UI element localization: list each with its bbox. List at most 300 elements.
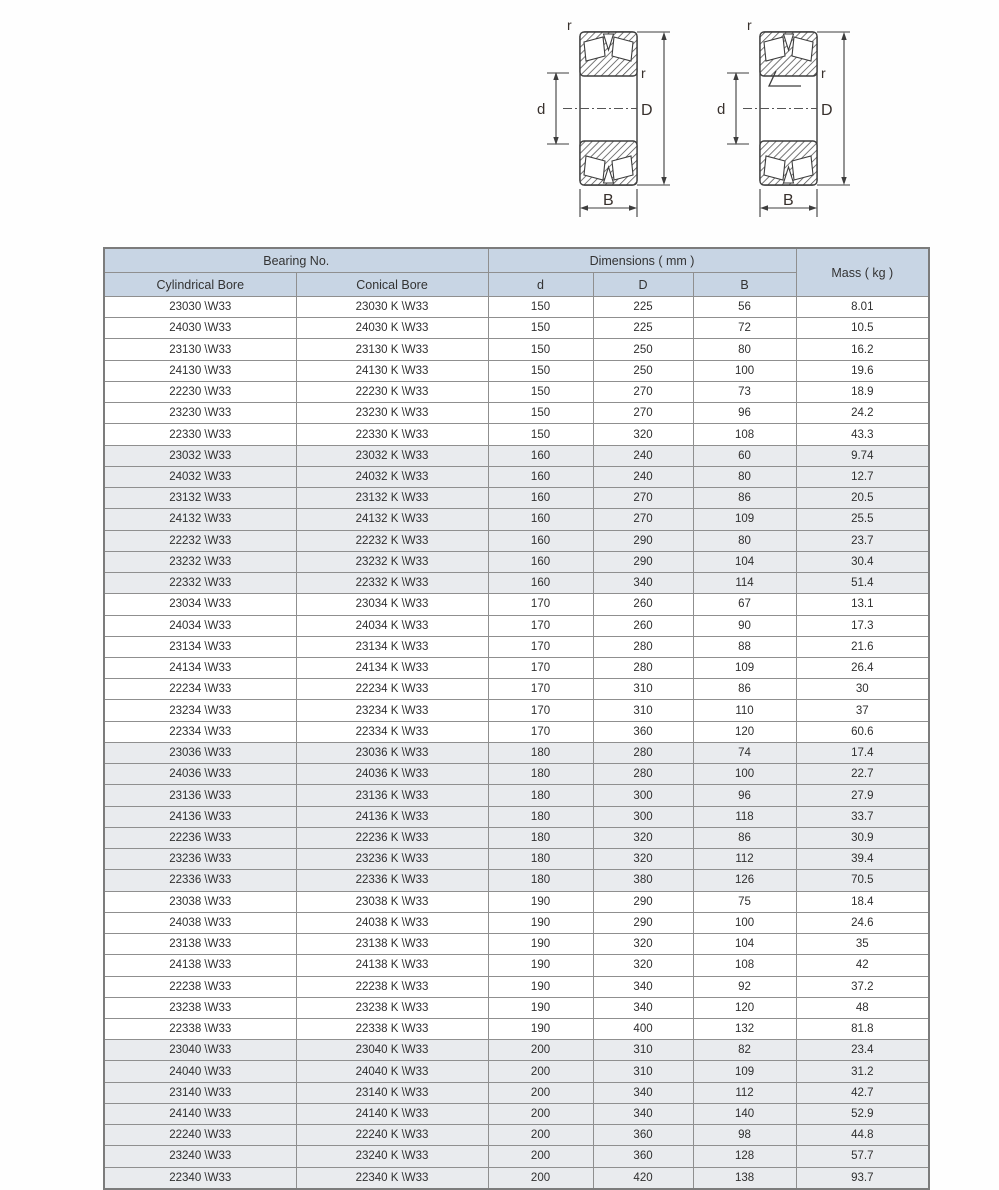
conical-bore-cell: 23032 K \W33 <box>296 445 488 466</box>
conical-bore-cell: 24030 K \W33 <box>296 318 488 339</box>
cylindrical-bore-cell: 23238 \W33 <box>104 997 296 1018</box>
d-cell: 160 <box>488 530 593 551</box>
conical-bore-cell: 24032 K \W33 <box>296 466 488 487</box>
B-label: B <box>603 192 614 209</box>
mass-cell: 48 <box>796 997 929 1018</box>
table-row <box>104 339 929 360</box>
mass-cell: 51.4 <box>796 573 929 594</box>
mass-cell: 19.6 <box>796 360 929 381</box>
cylindrical-bore-cell: 24136 \W33 <box>104 806 296 827</box>
d-cell: 170 <box>488 594 593 615</box>
table-row <box>104 806 929 827</box>
d-column-header: d <box>488 273 593 297</box>
D-cell: 340 <box>593 1103 693 1124</box>
d-cell: 150 <box>488 424 593 445</box>
B-cell: 110 <box>693 700 796 721</box>
B-cell: 112 <box>693 849 796 870</box>
cylindrical-bore-cell: 24038 \W33 <box>104 912 296 933</box>
B-column-header: B <box>693 273 796 297</box>
table-row <box>104 849 929 870</box>
d-cell: 150 <box>488 403 593 424</box>
table-header <box>104 248 929 297</box>
B-cell: 80 <box>693 339 796 360</box>
B-cell: 138 <box>693 1167 796 1189</box>
conical-bore-cell: 22330 K \W33 <box>296 424 488 445</box>
table-row <box>104 297 929 318</box>
D-cell: 225 <box>593 318 693 339</box>
d-label: d <box>537 101 546 118</box>
mass-cell: 43.3 <box>796 424 929 445</box>
conical-bore-cell: 23038 K \W33 <box>296 891 488 912</box>
D-cell: 290 <box>593 530 693 551</box>
d-cell: 160 <box>488 551 593 572</box>
mass-cell: 26.4 <box>796 657 929 678</box>
cylindrical-bore-cell: 23136 \W33 <box>104 785 296 806</box>
mass-cell: 30.4 <box>796 551 929 572</box>
conical-bore-cell: 24136 K \W33 <box>296 806 488 827</box>
B-cell: 120 <box>693 721 796 742</box>
conical-bore-cell: 23136 K \W33 <box>296 785 488 806</box>
conical-bore-cell: 23034 K \W33 <box>296 594 488 615</box>
B-cell: 140 <box>693 1103 796 1124</box>
D-cell: 290 <box>593 551 693 572</box>
conical-bore-cell: 23138 K \W33 <box>296 934 488 955</box>
conical-bore-cell: 22230 K \W33 <box>296 381 488 402</box>
D-cell: 280 <box>593 742 693 763</box>
cylindrical-bore-cell: 24040 \W33 <box>104 1061 296 1082</box>
cylindrical-bore-cell: 22234 \W33 <box>104 679 296 700</box>
cylindrical-bore-cell: 24032 \W33 <box>104 466 296 487</box>
table-row <box>104 997 929 1018</box>
cylindrical-bore-cell: 22332 \W33 <box>104 573 296 594</box>
mass-cell: 22.7 <box>796 764 929 785</box>
conical-bore-cell: 22338 K \W33 <box>296 1018 488 1039</box>
cylindrical-bore-cell: 23036 \W33 <box>104 742 296 763</box>
mass-header: Mass ( kg ) <box>796 248 929 297</box>
B-cell: 67 <box>693 594 796 615</box>
D-cell: 320 <box>593 934 693 955</box>
table-row <box>104 976 929 997</box>
conical-bore-cell: 22240 K \W33 <box>296 1125 488 1146</box>
table-row <box>104 1082 929 1103</box>
d-cell: 160 <box>488 488 593 509</box>
d-cell: 160 <box>488 573 593 594</box>
B-cell: 88 <box>693 636 796 657</box>
table-row <box>104 1018 929 1039</box>
D-cell: 270 <box>593 381 693 402</box>
D-cell: 320 <box>593 424 693 445</box>
table-row <box>104 530 929 551</box>
B-cell: 92 <box>693 976 796 997</box>
cylindrical-bore-header: Cylindrical Bore <box>104 273 296 297</box>
B-cell: 108 <box>693 955 796 976</box>
cylindrical-bore-cell: 22336 \W33 <box>104 870 296 891</box>
D-cell: 310 <box>593 1040 693 1061</box>
cylindrical-bore-cell: 24030 \W33 <box>104 318 296 339</box>
D-cell: 260 <box>593 615 693 636</box>
cylindrical-bore-cell: 24132 \W33 <box>104 509 296 530</box>
D-cell: 340 <box>593 1082 693 1103</box>
d-label: d <box>717 101 726 118</box>
mass-cell: 70.5 <box>796 870 929 891</box>
mass-cell: 21.6 <box>796 636 929 657</box>
mass-cell: 33.7 <box>796 806 929 827</box>
cylindrical-bore-cell: 22240 \W33 <box>104 1125 296 1146</box>
B-cell: 75 <box>693 891 796 912</box>
d-cell: 150 <box>488 339 593 360</box>
table-row <box>104 955 929 976</box>
mass-cell: 12.7 <box>796 466 929 487</box>
d-cell: 170 <box>488 657 593 678</box>
mass-cell: 25.5 <box>796 509 929 530</box>
cylindrical-bore-cell: 23132 \W33 <box>104 488 296 509</box>
d-cell: 180 <box>488 742 593 763</box>
mass-cell: 23.4 <box>796 1040 929 1061</box>
mass-cell: 37.2 <box>796 976 929 997</box>
D-cell: 250 <box>593 360 693 381</box>
D-cell: 340 <box>593 997 693 1018</box>
cylindrical-bore-cell: 23130 \W33 <box>104 339 296 360</box>
B-cell: 100 <box>693 764 796 785</box>
d-cell: 200 <box>488 1103 593 1124</box>
B-cell: 100 <box>693 360 796 381</box>
bearing-no-header: Bearing No. <box>104 248 488 273</box>
cylindrical-bore-cell: 22238 \W33 <box>104 976 296 997</box>
conical-bore-cell: 22340 K \W33 <box>296 1167 488 1189</box>
conical-bore-cell: 22238 K \W33 <box>296 976 488 997</box>
mass-cell: 20.5 <box>796 488 929 509</box>
cylindrical-bore-cell: 22236 \W33 <box>104 827 296 848</box>
D-cell: 310 <box>593 700 693 721</box>
mass-cell: 39.4 <box>796 849 929 870</box>
conical-bore-cell: 23132 K \W33 <box>296 488 488 509</box>
conical-bore-cell: 23236 K \W33 <box>296 849 488 870</box>
conical-bore-cell: 23030 K \W33 <box>296 297 488 318</box>
D-cell: 300 <box>593 785 693 806</box>
table-row <box>104 657 929 678</box>
B-cell: 118 <box>693 806 796 827</box>
B-cell: 109 <box>693 1061 796 1082</box>
D-cell: 320 <box>593 849 693 870</box>
table-row <box>104 870 929 891</box>
cylindrical-bore-cell: 23236 \W33 <box>104 849 296 870</box>
B-cell: 126 <box>693 870 796 891</box>
D-cell: 270 <box>593 403 693 424</box>
B-cell: 96 <box>693 403 796 424</box>
bearing-diagrams <box>525 10 885 228</box>
d-cell: 150 <box>488 381 593 402</box>
d-cell: 200 <box>488 1061 593 1082</box>
table-row <box>104 785 929 806</box>
conical-bore-cell: 23140 K \W33 <box>296 1082 488 1103</box>
conical-bore-cell: 22234 K \W33 <box>296 679 488 700</box>
B-cell: 98 <box>693 1125 796 1146</box>
mass-cell: 44.8 <box>796 1125 929 1146</box>
D-cell: 240 <box>593 445 693 466</box>
mass-cell: 13.1 <box>796 594 929 615</box>
conical-bore-cell: 24130 K \W33 <box>296 360 488 381</box>
cylindrical-bore-cell: 24036 \W33 <box>104 764 296 785</box>
table-row <box>104 445 929 466</box>
d-cell: 190 <box>488 891 593 912</box>
B-cell: 86 <box>693 488 796 509</box>
d-cell: 170 <box>488 615 593 636</box>
B-cell: 86 <box>693 827 796 848</box>
cylindrical-bore-cell: 23032 \W33 <box>104 445 296 466</box>
cylindrical-bore-cell: 22230 \W33 <box>104 381 296 402</box>
D-cell: 290 <box>593 912 693 933</box>
cylindrical-bore-cell: 24140 \W33 <box>104 1103 296 1124</box>
B-cell: 114 <box>693 573 796 594</box>
d-cell: 150 <box>488 297 593 318</box>
mass-cell: 17.4 <box>796 742 929 763</box>
mass-cell: 52.9 <box>796 1103 929 1124</box>
r-label: r <box>821 65 826 81</box>
table-row <box>104 912 929 933</box>
cylindrical-bore-cell: 22232 \W33 <box>104 530 296 551</box>
conical-bore-cell: 24132 K \W33 <box>296 509 488 530</box>
conical-bore-cell: 24036 K \W33 <box>296 764 488 785</box>
conical-bore-cell: 23240 K \W33 <box>296 1146 488 1167</box>
D-cell: 340 <box>593 573 693 594</box>
d-cell: 160 <box>488 466 593 487</box>
conical-bore-cell: 24134 K \W33 <box>296 657 488 678</box>
cylindrical-bore-cell: 22330 \W33 <box>104 424 296 445</box>
conical-bore-cell: 24034 K \W33 <box>296 615 488 636</box>
conical-bore-cell: 22332 K \W33 <box>296 573 488 594</box>
d-cell: 200 <box>488 1040 593 1061</box>
mass-cell: 81.8 <box>796 1018 929 1039</box>
mass-cell: 23.7 <box>796 530 929 551</box>
cylindrical-bore-cell: 22340 \W33 <box>104 1167 296 1189</box>
conical-bore-cell: 23230 K \W33 <box>296 403 488 424</box>
conical-bore-cell: 23036 K \W33 <box>296 742 488 763</box>
D-label: D <box>641 102 653 119</box>
D-cell: 280 <box>593 764 693 785</box>
mass-cell: 8.01 <box>796 297 929 318</box>
D-cell: 280 <box>593 657 693 678</box>
cylindrical-bore-cell: 24130 \W33 <box>104 360 296 381</box>
D-cell: 250 <box>593 339 693 360</box>
cylindrical-bore-cell: 22338 \W33 <box>104 1018 296 1039</box>
mass-cell: 9.74 <box>796 445 929 466</box>
conical-bore-cell: 24138 K \W33 <box>296 955 488 976</box>
table-row <box>104 721 929 742</box>
conical-bore-cell: 23238 K \W33 <box>296 997 488 1018</box>
table-row <box>104 1103 929 1124</box>
cylindrical-bore-cell: 23232 \W33 <box>104 551 296 572</box>
B-cell: 132 <box>693 1018 796 1039</box>
d-cell: 180 <box>488 785 593 806</box>
mass-cell: 37 <box>796 700 929 721</box>
B-cell: 108 <box>693 424 796 445</box>
mass-cell: 93.7 <box>796 1167 929 1189</box>
cylindrical-bore-cell: 23234 \W33 <box>104 700 296 721</box>
conical-bore-cell: 23130 K \W33 <box>296 339 488 360</box>
mass-cell: 31.2 <box>796 1061 929 1082</box>
mass-cell: 42.7 <box>796 1082 929 1103</box>
D-cell: 270 <box>593 488 693 509</box>
conical-bore-cell: 24140 K \W33 <box>296 1103 488 1124</box>
table-row <box>104 1146 929 1167</box>
d-cell: 180 <box>488 764 593 785</box>
mass-cell: 27.9 <box>796 785 929 806</box>
dimensions-header: Dimensions ( mm ) <box>488 248 796 273</box>
D-cell: 380 <box>593 870 693 891</box>
mass-cell: 10.5 <box>796 318 929 339</box>
conical-bore-cell: 22336 K \W33 <box>296 870 488 891</box>
d-cell: 190 <box>488 912 593 933</box>
B-cell: 73 <box>693 381 796 402</box>
B-cell: 96 <box>693 785 796 806</box>
mass-cell: 35 <box>796 934 929 955</box>
mass-cell: 30.9 <box>796 827 929 848</box>
conical-bore-cell: 23134 K \W33 <box>296 636 488 657</box>
d-cell: 170 <box>488 721 593 742</box>
d-cell: 190 <box>488 934 593 955</box>
D-label: D <box>821 102 833 119</box>
table-row <box>104 1040 929 1061</box>
D-cell: 320 <box>593 955 693 976</box>
conical-bore-cell: 23040 K \W33 <box>296 1040 488 1061</box>
r-label: r <box>641 65 646 81</box>
B-cell: 90 <box>693 615 796 636</box>
d-cell: 190 <box>488 997 593 1018</box>
d-cell: 170 <box>488 636 593 657</box>
B-cell: 112 <box>693 1082 796 1103</box>
table-row <box>104 403 929 424</box>
conical-bore-header: Conical Bore <box>296 273 488 297</box>
table-row <box>104 318 929 339</box>
D-cell: 300 <box>593 806 693 827</box>
r-label: r <box>567 17 572 33</box>
cylindrical-bore-cell: 23230 \W33 <box>104 403 296 424</box>
cylindrical-bore-cell: 23140 \W33 <box>104 1082 296 1103</box>
table-row <box>104 764 929 785</box>
table-row <box>104 1125 929 1146</box>
B-label: B <box>783 192 794 209</box>
table-row <box>104 488 929 509</box>
D-cell: 360 <box>593 1125 693 1146</box>
table-row <box>104 1167 929 1189</box>
mass-cell: 18.4 <box>796 891 929 912</box>
mass-cell: 57.7 <box>796 1146 929 1167</box>
mass-cell: 30 <box>796 679 929 700</box>
cylindrical-bore-diagram <box>537 17 670 217</box>
B-cell: 60 <box>693 445 796 466</box>
D-cell: 260 <box>593 594 693 615</box>
cylindrical-bore-cell: 24134 \W33 <box>104 657 296 678</box>
conical-bore-cell: 24038 K \W33 <box>296 912 488 933</box>
table-row <box>104 934 929 955</box>
bearing-table <box>103 247 930 1190</box>
bearing-table-body <box>104 297 929 1189</box>
mass-cell: 24.2 <box>796 403 929 424</box>
conical-bore-cell: 24040 K \W33 <box>296 1061 488 1082</box>
d-cell: 180 <box>488 806 593 827</box>
B-cell: 80 <box>693 530 796 551</box>
B-cell: 56 <box>693 297 796 318</box>
d-cell: 180 <box>488 849 593 870</box>
B-cell: 120 <box>693 997 796 1018</box>
D-cell: 280 <box>593 636 693 657</box>
B-cell: 104 <box>693 551 796 572</box>
table-row <box>104 827 929 848</box>
D-cell: 420 <box>593 1167 693 1189</box>
d-cell: 200 <box>488 1125 593 1146</box>
D-cell: 400 <box>593 1018 693 1039</box>
d-cell: 200 <box>488 1167 593 1189</box>
d-cell: 150 <box>488 318 593 339</box>
cylindrical-bore-cell: 23040 \W33 <box>104 1040 296 1061</box>
B-cell: 72 <box>693 318 796 339</box>
cylindrical-bore-cell: 22334 \W33 <box>104 721 296 742</box>
table-row <box>104 636 929 657</box>
d-cell: 200 <box>488 1082 593 1103</box>
d-cell: 150 <box>488 360 593 381</box>
cylindrical-bore-cell: 23034 \W33 <box>104 594 296 615</box>
mass-cell: 24.6 <box>796 912 929 933</box>
mass-cell: 60.6 <box>796 721 929 742</box>
D-cell: 360 <box>593 721 693 742</box>
table-row <box>104 360 929 381</box>
cylindrical-bore-cell: 23038 \W33 <box>104 891 296 912</box>
conical-bore-diagram <box>717 17 850 217</box>
D-cell: 310 <box>593 679 693 700</box>
B-cell: 100 <box>693 912 796 933</box>
r-label: r <box>747 17 752 33</box>
cylindrical-bore-cell: 24034 \W33 <box>104 615 296 636</box>
cylindrical-bore-cell: 23134 \W33 <box>104 636 296 657</box>
table-row <box>104 594 929 615</box>
cylindrical-bore-cell: 23240 \W33 <box>104 1146 296 1167</box>
table-row <box>104 1061 929 1082</box>
cylindrical-bore-cell: 24138 \W33 <box>104 955 296 976</box>
d-cell: 190 <box>488 955 593 976</box>
D-cell: 225 <box>593 297 693 318</box>
D-column-header: D <box>593 273 693 297</box>
D-cell: 320 <box>593 827 693 848</box>
B-cell: 109 <box>693 657 796 678</box>
mass-cell: 16.2 <box>796 339 929 360</box>
d-cell: 200 <box>488 1146 593 1167</box>
d-cell: 190 <box>488 976 593 997</box>
conical-bore-cell: 22236 K \W33 <box>296 827 488 848</box>
cylindrical-bore-cell: 23030 \W33 <box>104 297 296 318</box>
B-cell: 80 <box>693 466 796 487</box>
table-row <box>104 509 929 530</box>
conical-bore-cell: 23232 K \W33 <box>296 551 488 572</box>
table-row <box>104 424 929 445</box>
cylindrical-bore-cell: 23138 \W33 <box>104 934 296 955</box>
B-cell: 128 <box>693 1146 796 1167</box>
conical-bore-cell: 22334 K \W33 <box>296 721 488 742</box>
d-cell: 170 <box>488 679 593 700</box>
d-cell: 160 <box>488 509 593 530</box>
table-row <box>104 891 929 912</box>
conical-bore-cell: 23234 K \W33 <box>296 700 488 721</box>
d-cell: 180 <box>488 870 593 891</box>
mass-cell: 18.9 <box>796 381 929 402</box>
d-cell: 180 <box>488 827 593 848</box>
d-cell: 190 <box>488 1018 593 1039</box>
table-row <box>104 466 929 487</box>
mass-cell: 17.3 <box>796 615 929 636</box>
conical-bore-cell: 22232 K \W33 <box>296 530 488 551</box>
d-cell: 170 <box>488 700 593 721</box>
D-cell: 290 <box>593 891 693 912</box>
table-row <box>104 742 929 763</box>
